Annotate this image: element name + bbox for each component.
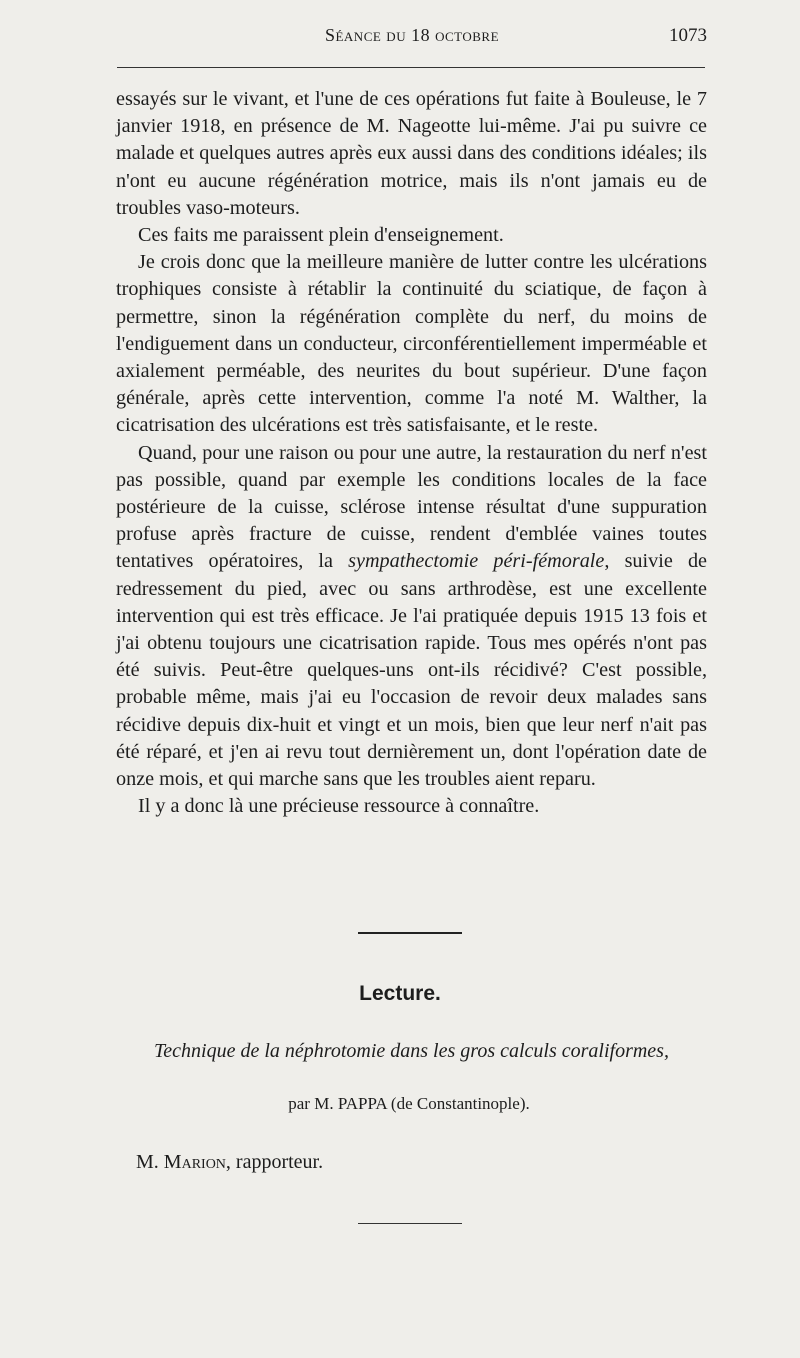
section-divider (358, 932, 462, 934)
page-number: 1073 (669, 25, 707, 46)
rapporteur-name: Marion (163, 1151, 226, 1173)
article-title: Technique de la néphrotomie dans les gros calculs coraliformes, (154, 1040, 669, 1062)
paragraph-4-after: , suivie de redressement du pied, avec ou sans arthrodèse, est une excellente intervention qui est très efficace. Je l'ai pratiquée depuis 1915 13 fois et j'ai obtenu toujours une cicatrisation rapide. Tous mes opérés n'ont pas été suivis. Peut-être quelques-uns ont-ils récidivé? C'est possible, probable même, mais j'ai eu l'occasion de revoir deux malades sans récidive depuis dix-huit et vingt et un mois, bien que leur nerf n'ait pas été réparé, et j'en ai revu tout dernièrement un, dont l'opération date de onze mois, et qui marche sans que les troubles aient reparu. (116, 550, 707, 791)
rapporteur-suffix: , rapporteur. (225, 1151, 324, 1173)
paragraph-4 (116, 440, 707, 794)
paragraph-1: essayés sur le vivant, et l'une de ces opérations fut faite à Bouleuse, le 7 janvier 1918, en présence de M. Nageotte lui-même. J'ai pu suivre ce malade et quelques autres après eux aussi dans des conditions idéales; ils n'ont eu aucune régénération motrice, mais ils n'ont jamais eu de troubles vaso-moteurs. (116, 88, 707, 219)
rapporteur-prefix: M. (136, 1151, 159, 1173)
running-head (117, 25, 707, 51)
paragraph-3: Je crois donc que la meilleure manière de lutter contre les ulcérations trophiques consiste à rétablir la continuité du sciatique, de façon à permettre, sinon la régénération complète du nerf, du moins de l'endiguement dans un conducteur, circonférentiellement imperméable et axialement perméable, des neurites du bout supérieur. D'une façon générale, après cette intervention, comme l'a noté M. Walther, la cicatrisation des ulcérations est très satisfaisante, et le reste. (116, 251, 707, 437)
body-text (116, 86, 707, 820)
paragraph-2: Ces faits me paraissent plein d'enseignement. (138, 224, 504, 247)
end-divider (358, 1223, 462, 1224)
rapporteur-line (136, 1151, 323, 1174)
paragraph-4-before: Quand, pour une raison ou pour une autre, la restauration du nerf n'est pas possible, quand par exemple les conditions locales de la face postérieure de la cuisse, sclérose intense résultat d'une suppuration profuse après fracture de cuisse, rendent d'emblée vaines toutes tentatives opératoires, la (116, 441, 707, 573)
paragraph-5: Il y a donc là une précieuse ressource à connaître. (138, 795, 540, 818)
running-title: Séance du 18 octobre (324, 25, 500, 45)
header-rule (117, 67, 705, 68)
paragraph-4-italic: sympathectomie péri-fémorale (348, 550, 605, 573)
article-author: par M. PAPPA (de Constantinople). (288, 1094, 530, 1113)
section-title: Lecture. (359, 982, 441, 1005)
